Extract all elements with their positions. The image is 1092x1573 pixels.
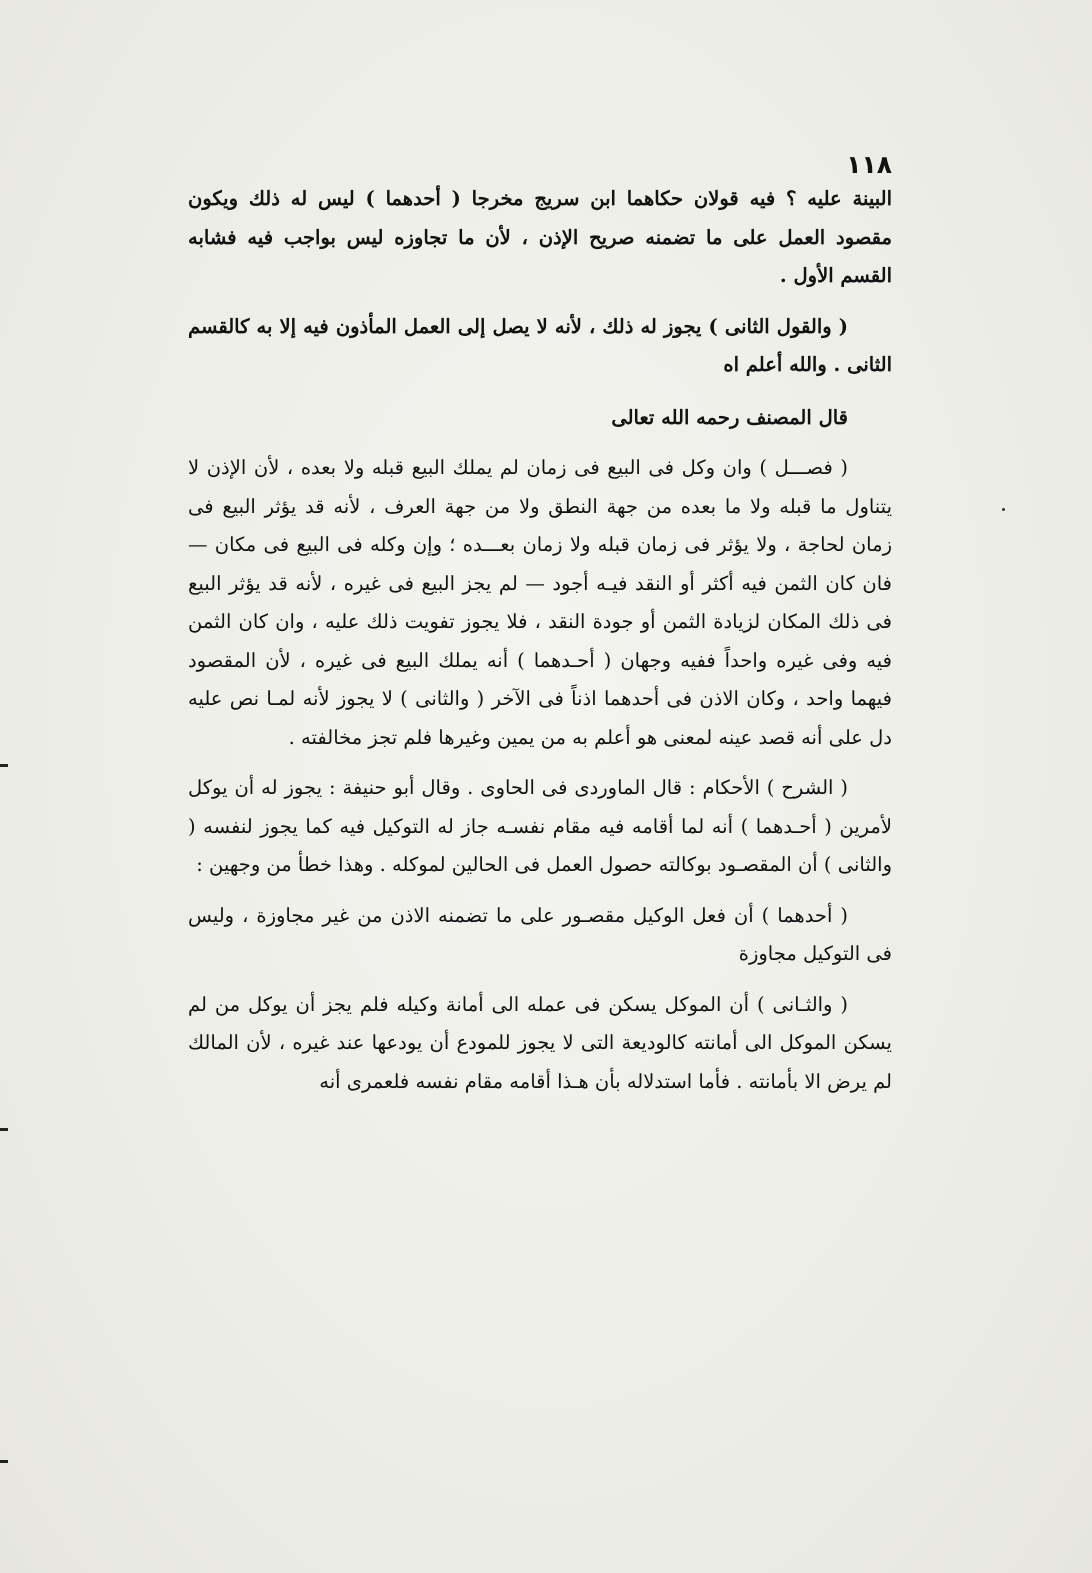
- paragraph-second-opinion: ( والقول الثانى ) يجوز له ذلك ، لأنه لا يصل إلى العمل المأذون فيه إلا به كالقسم الثانى . والله أعلم اه: [188, 314, 892, 376]
- margin-mark: [0, 1460, 8, 1463]
- stray-dot: [1002, 508, 1005, 511]
- body-text: [188, 180, 892, 1101]
- paragraph-section: ( فصـــل ) وان وكل فى البيع فى زمان لم يملك البيع قبله ولا بعده ، لأن الإذن لا يتناول ما قبله ولا ما بعده من جهة النطق ولا من جهة العرف ، لأنه قد يؤثر البيع فى زمان لحاجة ، ولا يؤثر فى زمان قبله ولا زمان بعـــده ؛ وإن وكله فى البيع فى مكان — فان كان الثمن فيه أكثر أو النقد فيـه أجود — لم يجز البيع فى غيره ، لأنه قد يؤثر البيع فى ذلك المكان لزيادة الثمن أو جودة النقد ، فلا يجوز تفويت ذلك عليه ، وان كان الثمن فيه وفى غيره واحداً ففيه وجهان ( أحـدهما ) أنه يملك البيع فى غيره ، لأن المقصود فيهما واحد ، وكان الاذن فى أحدهما اذناً فى الآخر ( والثانى ) لا يجوز لأنه لمـا نص عليه دل على أنه قصد عينه لمعنى هو أعلم به من يمين وغيرها فلم تجز مخالفته .: [188, 456, 892, 749]
- paragraph-commentary: ( الشرح ) الأحكام : قال الماوردى فى الحاوى . وقال أبو حنيفة : يجوز له أن يوكل لأمرين ( أحـدهما ) أنه لما أقامه فيه مقام نفسـه جاز له التوكيل فيه كما يجوز لنفسه ( والثانى ) أن المقصـود بوكالته حصول العمل فى الحالين لموكله . وهذا خطأ من وجهين :: [188, 776, 892, 876]
- paragraph-continuation: البينة عليه ؟ فيه قولان حكاهما ابن سريج مخرجا ( أحدهما ) ليس له ذلك ويكون مقصود العمل على ما تضمنه صريح الإذن ، لأن ما تجاوزه ليس بواجب فيه فشابه القسم الأول .: [188, 187, 892, 287]
- margin-mark: [0, 764, 8, 767]
- page-number: ١١٨: [846, 150, 892, 179]
- margin-mark: [0, 1128, 8, 1131]
- paragraph-first-reason: ( أحدهما ) أن فعل الوكيل مقصـور على ما تضمنه الاذن من غير مجاوزة ، وليس فى التوكيل مجاوزة: [188, 903, 892, 965]
- paragraph-second-reason: ( والثـانى ) أن الموكل يسكن فى عمله الى أمانة وكيله فلم يجز أن يوكل من لم يسكن الموكل الى أمانته كالوديعة التى لا يجوز للمودع أن يودعها عند غيره ، لأن المالك لم يرض الا بأمانته . فأما استدلاله بأن هـذا أقامه مقام نفسه فلعمرى أنه: [188, 992, 892, 1093]
- author-said-heading: قال المصنف رحمه الله تعالى: [611, 405, 848, 429]
